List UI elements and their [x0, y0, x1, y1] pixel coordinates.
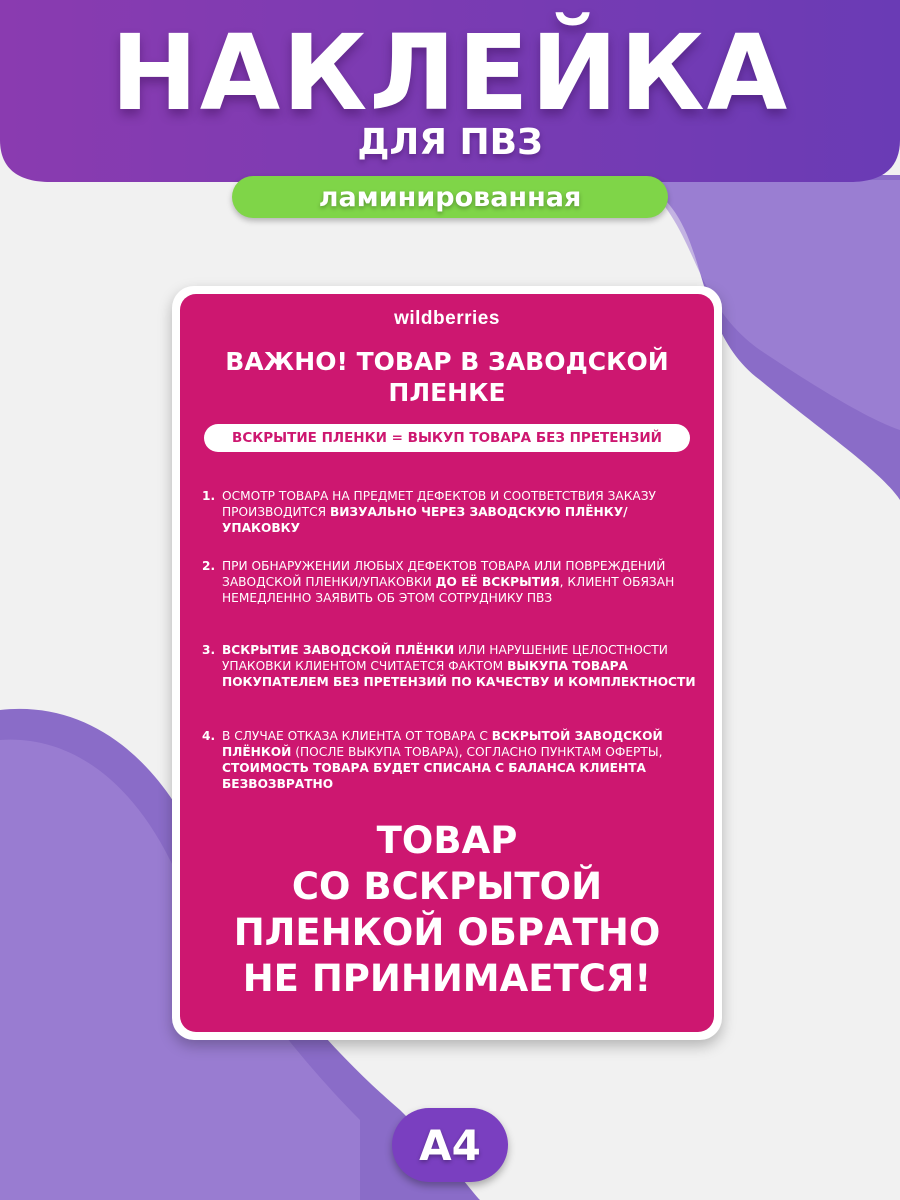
banner-subtitle: ДЛЯ ПВЗ [357, 122, 543, 163]
heading-line-2: ПЛЕНКЕ [388, 378, 506, 407]
warning-line: ТОВАР [376, 819, 518, 862]
warning-line: ПЛЕНКОЙ ОБРАТНО [233, 911, 661, 954]
banner-title: НАКЛЕЙКА [110, 12, 790, 134]
warning-line: НЕ ПРИНИМАЕТСЯ! [242, 957, 652, 1000]
item-text: В СЛУЧАЕ ОТКАЗА КЛИЕНТА ОТ ТОВАРА С ВСКРЫТОЙ ЗАВОДСКОЙ ПЛЁНКОЙ (ПОСЛЕ ВЫКУПА ТОВАРА), СОГЛАСНО ПУНКТАМ ОФЕРТЫ, СТОИМОСТЬ ТОВАРА БУДЕТ СПИСАНА С БАЛАНСА КЛИЕНТА БЕЗВОЗВРАТНО [222, 729, 663, 791]
warning-text [180, 818, 714, 1002]
sign-heading [190, 346, 704, 408]
sticker-card [180, 294, 714, 1032]
laminated-tag: ламинированная [232, 176, 668, 218]
item-number: 4. [202, 729, 216, 743]
rule-banner: ВСКРЫТИЕ ПЛЕНКИ = ВЫКУП ТОВАРА БЕЗ ПРЕТЕНЗИЙ [204, 424, 690, 452]
top-banner [0, 0, 900, 190]
item-number: 3. [202, 643, 216, 657]
brand-logo: wildberries [394, 308, 500, 329]
format-badge: А4 [392, 1108, 508, 1182]
item-text: ВСКРЫТИЕ ЗАВОДСКОЙ ПЛЁНКИ ИЛИ НАРУШЕНИЕ ЦЕЛОСТНОСТИ УПАКОВКИ КЛИЕНТОМ СЧИТАЕТСЯ ФАКТОМ ВЫКУПА ТОВАРА ПОКУПАТЕЛЕМ БЕЗ ПРЕТЕНЗИЙ ПО КАЧЕСТВУ И КОМПЛЕКТНОСТИ [222, 643, 696, 689]
item-number: 1. [202, 489, 216, 503]
item-text: ОСМОТР ТОВАРА НА ПРЕДМЕТ ДЕФЕКТОВ И СООТВЕТСТВИЯ ЗАКАЗУ ПРОИЗВОДИТСЯ ВИЗУАЛЬНО ЧЕРЕЗ ЗАВОДСКУЮ ПЛЁНКУ/УПАКОВКУ [222, 489, 656, 535]
item-number: 2. [202, 559, 216, 573]
warning-line: СО ВСКРЫТОЙ [291, 865, 603, 908]
item-text: ПРИ ОБНАРУЖЕНИИ ЛЮБЫХ ДЕФЕКТОВ ТОВАРА ИЛИ ПОВРЕЖДЕНИЙ ЗАВОДСКОЙ ПЛЕНКИ/УПАКОВКИ ДО ЕЁ ВСКРЫТИЯ, КЛИЕНТ ОБЯЗАН НЕМЕДЛЕННО ЗАЯВИТЬ ОБ ЭТОМ СОТРУДНИКУ ПВЗ [222, 559, 675, 605]
heading-line-1: ВАЖНО! ТОВАР В ЗАВОДСКОЙ [225, 347, 669, 376]
